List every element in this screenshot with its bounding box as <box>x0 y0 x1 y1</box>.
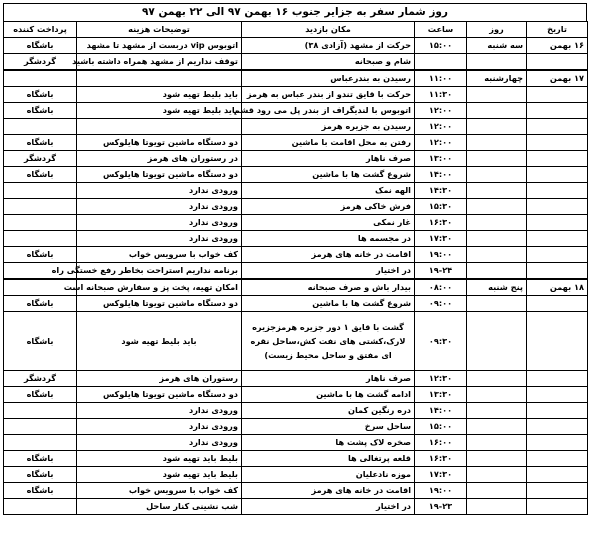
cell-date <box>527 451 588 467</box>
cell-desc: ورودی ندارد <box>77 199 242 215</box>
cell-desc: ورودی ندارد <box>77 183 242 199</box>
cell-desc: باید بلیط تهیه شود <box>77 312 242 371</box>
table-row <box>4 467 588 483</box>
page-title: روز شمار سفر به جزایر جنوب ۱۶ بهمن ۹۷ الی ۲۲ بهمن ۹۷ <box>3 3 587 21</box>
cell-day <box>467 483 527 499</box>
table-row <box>4 499 588 515</box>
cell-day <box>467 387 527 403</box>
cell-payer: باشگاه <box>4 103 77 119</box>
cell-place: بیدار باش و صرف صبحانه <box>242 279 415 296</box>
cell-place: موزه نادعلیان <box>242 467 415 483</box>
cell-desc: ورودی ندارد <box>77 215 242 231</box>
cell-day <box>467 135 527 151</box>
cell-payer <box>4 183 77 199</box>
cell-date <box>527 199 588 215</box>
cell-date <box>527 247 588 263</box>
cell-time: ۱۹-۲۳ <box>415 499 467 515</box>
cell-place: صرف ناهار <box>242 371 415 387</box>
cell-day: سه شنبه <box>467 38 527 54</box>
cell-date: ۱۷ بهمن <box>527 70 588 87</box>
table-row <box>4 54 588 71</box>
cell-desc: باید بلیط تهیه شود <box>77 103 242 119</box>
cell-date <box>527 119 588 135</box>
cell-place: رسیدن به جزیره هرمز <box>242 119 415 135</box>
cell-desc: امکان تهیه، پخت پز و سفارش صبحانه است <box>77 279 242 296</box>
cell-time: ۱۵:۳۰ <box>415 199 467 215</box>
cell-place: در اختیار <box>242 263 415 280</box>
cell-time: ۱۶:۳۰ <box>415 451 467 467</box>
cell-place: شروع گشت ها با ماشین <box>242 167 415 183</box>
cell-time: ۰۸:۰۰ <box>415 279 467 296</box>
cell-day <box>467 199 527 215</box>
table-row <box>4 103 588 119</box>
cell-time: ۱۷:۳۰ <box>415 231 467 247</box>
cell-day <box>467 371 527 387</box>
cell-time: ۰۹:۳۰ <box>415 312 467 371</box>
cell-day <box>467 231 527 247</box>
cell-date <box>527 483 588 499</box>
cell-day <box>467 103 527 119</box>
cell-date <box>527 403 588 419</box>
cell-desc: برنامه نداریم استراحت بخاطر رفع خستگی راه <box>77 263 242 280</box>
cell-payer <box>4 419 77 435</box>
cell-place: حرکت از مشهد (آزادی ۳۸) <box>242 38 415 54</box>
cell-day <box>467 215 527 231</box>
cell-desc: کف خواب با سرویس خواب <box>77 247 242 263</box>
cell-time <box>415 54 467 71</box>
cell-desc: بلیط باید تهیه شود <box>77 451 242 467</box>
cell-place: اتوبوس با لندیگراف از بندر پل می رود قشم <box>242 103 415 119</box>
table-row <box>4 387 588 403</box>
cell-place: قلعه پرتغالی ها <box>242 451 415 467</box>
cell-day <box>467 183 527 199</box>
cell-payer: باشگاه <box>4 135 77 151</box>
cell-payer: باشگاه <box>4 483 77 499</box>
table-row <box>4 38 588 54</box>
cell-date <box>527 167 588 183</box>
cell-date <box>527 467 588 483</box>
itinerary-document <box>3 3 587 538</box>
cell-time: ۱۷:۳۰ <box>415 467 467 483</box>
cell-day <box>467 435 527 451</box>
cell-date <box>527 87 588 103</box>
cell-time: ۱۹:۰۰ <box>415 247 467 263</box>
cell-date <box>527 499 588 515</box>
cell-day <box>467 296 527 312</box>
table-row <box>4 183 588 199</box>
cell-payer: باشگاه <box>4 247 77 263</box>
cell-day <box>467 403 527 419</box>
cell-desc <box>77 70 242 87</box>
table-row <box>4 403 588 419</box>
cell-date <box>527 435 588 451</box>
cell-place: شروع گشت ها با ماشین <box>242 296 415 312</box>
cell-place: رسیدن به بندرعباس <box>242 70 415 87</box>
cell-desc: دو دستگاه ماشین تویوتا هایلوکس <box>77 296 242 312</box>
cell-day <box>467 54 527 71</box>
cell-place: دره رنگین کمان <box>242 403 415 419</box>
cell-payer <box>4 70 77 87</box>
cell-payer <box>4 499 77 515</box>
table-row <box>4 296 588 312</box>
cell-day <box>467 119 527 135</box>
cell-time: ۱۱:۰۰ <box>415 70 467 87</box>
cell-payer: گردشگر <box>4 151 77 167</box>
cell-payer: باشگاه <box>4 387 77 403</box>
cell-day <box>467 451 527 467</box>
cell-desc: دو دستگاه ماشین تویوتا هایلوکس <box>77 135 242 151</box>
cell-payer <box>4 215 77 231</box>
table-row <box>4 451 588 467</box>
cell-date <box>527 151 588 167</box>
cell-place: الهه نمک <box>242 183 415 199</box>
header-payer: پرداخت کننده <box>4 22 77 38</box>
cell-payer <box>4 403 77 419</box>
cell-place: رفتن به محل اقامت با ماشین <box>242 135 415 151</box>
cell-date <box>527 135 588 151</box>
cell-place: ساحل سرخ <box>242 419 415 435</box>
cell-desc: ورودی ندارد <box>77 419 242 435</box>
cell-date <box>527 296 588 312</box>
cell-desc <box>77 119 242 135</box>
cell-payer: باشگاه <box>4 467 77 483</box>
cell-day <box>467 247 527 263</box>
cell-desc: اتوبوس vip دربست از مشهد تا مشهد <box>77 38 242 54</box>
header-row <box>4 22 588 38</box>
cell-place: در مجسمه ها <box>242 231 415 247</box>
cell-desc: رستوران های هرمز <box>77 371 242 387</box>
table-row <box>4 483 588 499</box>
cell-place: حرکت با قایق تندو از بندر عباس به هرمز <box>242 87 415 103</box>
header-day: روز <box>467 22 527 38</box>
cell-time: ۱۳:۳۰ <box>415 387 467 403</box>
table-row <box>4 119 588 135</box>
cell-day <box>467 167 527 183</box>
table-row <box>4 215 588 231</box>
cell-payer: باشگاه <box>4 296 77 312</box>
cell-date <box>527 419 588 435</box>
cell-date <box>527 312 588 371</box>
cell-payer: گردشگر <box>4 54 77 71</box>
cell-date: ۱۸ بهمن <box>527 279 588 296</box>
table-row <box>4 419 588 435</box>
cell-time: ۱۳:۰۰ <box>415 151 467 167</box>
cell-date <box>527 215 588 231</box>
cell-day <box>467 263 527 280</box>
cell-day <box>467 467 527 483</box>
cell-date <box>527 183 588 199</box>
header-desc: توضیحات هزینه <box>77 22 242 38</box>
cell-time: ۱۵:۰۰ <box>415 419 467 435</box>
cell-payer: باشگاه <box>4 87 77 103</box>
cell-desc: ورودی ندارد <box>77 435 242 451</box>
cell-time: ۱۵:۰۰ <box>415 38 467 54</box>
cell-day <box>467 87 527 103</box>
itinerary-table <box>3 21 588 515</box>
cell-payer <box>4 199 77 215</box>
cell-date: ۱۶ بهمن <box>527 38 588 54</box>
cell-payer <box>4 119 77 135</box>
cell-desc: ورودی ندارد <box>77 403 242 419</box>
cell-payer <box>4 231 77 247</box>
cell-day: چهارشنبه <box>467 70 527 87</box>
cell-place: غار نمکی <box>242 215 415 231</box>
cell-day <box>467 499 527 515</box>
cell-day <box>467 419 527 435</box>
itinerary-body <box>4 38 588 515</box>
cell-date <box>527 263 588 280</box>
cell-date <box>527 54 588 71</box>
cell-payer: باشگاه <box>4 38 77 54</box>
cell-payer: باشگاه <box>4 312 77 371</box>
table-row <box>4 231 588 247</box>
cell-time: ۱۲:۳۰ <box>415 371 467 387</box>
cell-time: ۱۹-۲۴ <box>415 263 467 280</box>
cell-payer: باشگاه <box>4 451 77 467</box>
cell-time: ۱۴:۰۰ <box>415 167 467 183</box>
cell-desc: دو دستگاه ماشین تویوتا هایلوکس <box>77 387 242 403</box>
cell-place: اقامت در خانه های هرمز <box>242 247 415 263</box>
table-row <box>4 70 588 87</box>
cell-desc: ورودی ندارد <box>77 231 242 247</box>
cell-day <box>467 151 527 167</box>
cell-desc: در رستوران های هرمز <box>77 151 242 167</box>
cell-time: ۰۹:۰۰ <box>415 296 467 312</box>
cell-time: ۱۲:۰۰ <box>415 119 467 135</box>
cell-date <box>527 387 588 403</box>
cell-place: صرف ناهار <box>242 151 415 167</box>
header-place: مکان بازدید <box>242 22 415 38</box>
cell-desc: توقف نداریم از مشهد همراه داشته باشید <box>77 54 242 71</box>
table-row <box>4 279 588 296</box>
header-date: تاریخ <box>527 22 588 38</box>
cell-desc: کف خواب با سرویس خواب <box>77 483 242 499</box>
cell-time: ۱۴:۳۰ <box>415 183 467 199</box>
cell-place: اقامت در خانه های هرمز <box>242 483 415 499</box>
table-row <box>4 199 588 215</box>
cell-time: ۱۲:۰۰ <box>415 135 467 151</box>
cell-date <box>527 371 588 387</box>
cell-time: ۱۴:۰۰ <box>415 403 467 419</box>
cell-place: شام و صبحانه <box>242 54 415 71</box>
table-row <box>4 435 588 451</box>
table-row <box>4 135 588 151</box>
cell-payer: گردشگر <box>4 371 77 387</box>
cell-desc: شب نشینی کنار ساحل <box>77 499 242 515</box>
table-row <box>4 371 588 387</box>
cell-date <box>527 103 588 119</box>
cell-time: ۱۹:۰۰ <box>415 483 467 499</box>
table-row <box>4 263 588 280</box>
cell-place: در اختیار <box>242 499 415 515</box>
cell-time: ۱۶:۳۰ <box>415 215 467 231</box>
cell-day <box>467 312 527 371</box>
table-row <box>4 167 588 183</box>
table-row <box>4 87 588 103</box>
cell-place: گشت با قایق ۱ دور جزیره هرمزجزیره لارک،کشتی های نفت کش،ساحل نقره ای مفتق و ساحل محیط زیست) <box>242 312 415 371</box>
cell-desc: باید بلیط تهیه شود <box>77 87 242 103</box>
cell-payer <box>4 435 77 451</box>
header-time: ساعت <box>415 22 467 38</box>
cell-day: پنج شنبه <box>467 279 527 296</box>
cell-time: ۱۶:۰۰ <box>415 435 467 451</box>
table-row <box>4 247 588 263</box>
cell-desc: دو دستگاه ماشین تویوتا هایلوکس <box>77 167 242 183</box>
cell-time: ۱۱:۳۰ <box>415 87 467 103</box>
cell-place: ادامه گشت ها با ماشین <box>242 387 415 403</box>
cell-time: ۱۲:۰۰ <box>415 103 467 119</box>
cell-payer: باشگاه <box>4 167 77 183</box>
cell-desc: بلیط باید تهیه شود <box>77 467 242 483</box>
cell-place: فرش خاکی هرمز <box>242 199 415 215</box>
cell-date <box>527 231 588 247</box>
cell-place: صخره لاک پشت ها <box>242 435 415 451</box>
table-row <box>4 151 588 167</box>
table-row <box>4 312 588 371</box>
